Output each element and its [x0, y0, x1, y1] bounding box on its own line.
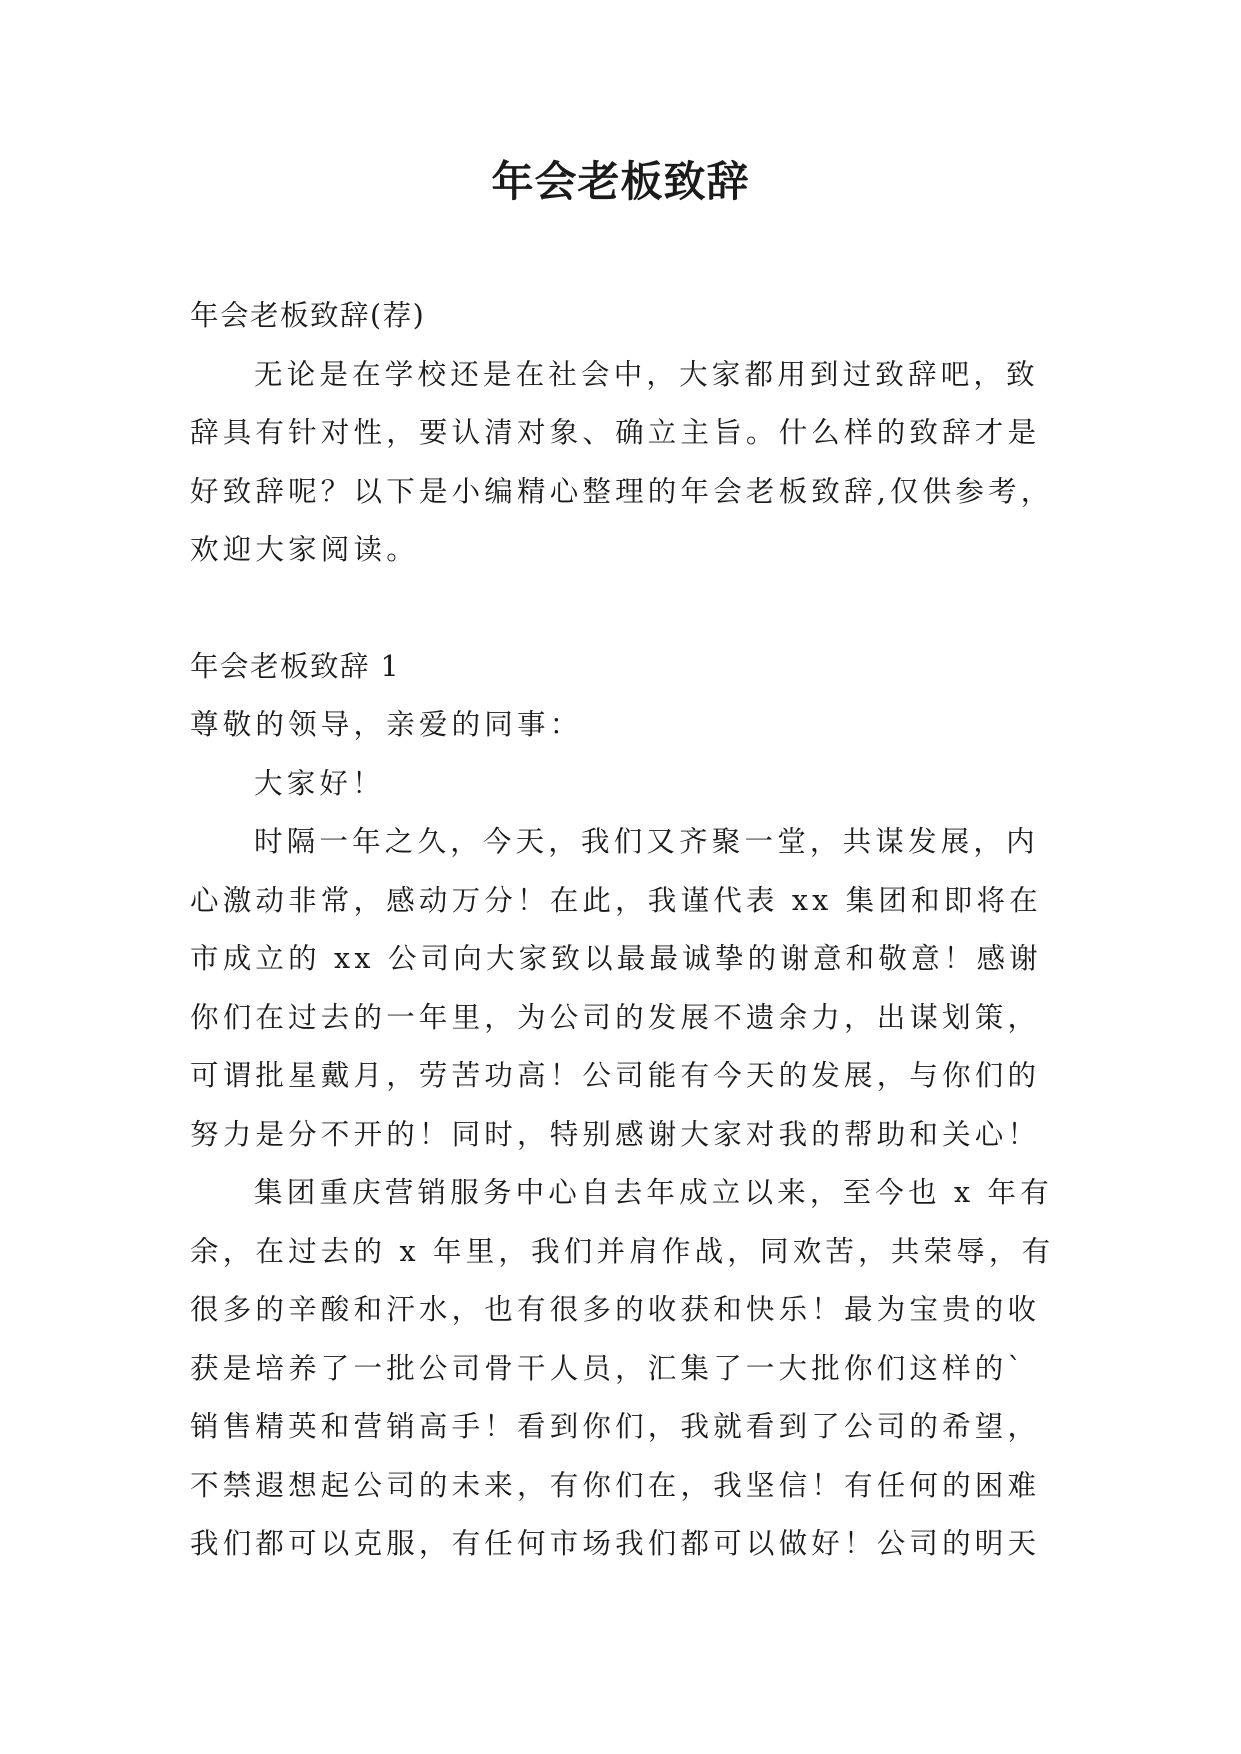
- paragraph-line: 心激动非常，感动万分！在此，我谨代表 xx 集团和即将在: [190, 883, 1042, 917]
- paragraph-line: 我们都可以克服，有任何市场我们都可以做好！公司的明天: [190, 1527, 1041, 1560]
- body-paragraph-1: [190, 813, 1050, 1164]
- paragraph-line: 很多的辛酸和汗水，也有很多的收获和快乐！最为宝贵的收: [190, 1293, 1041, 1326]
- salutation: 尊敬的领导，亲爱的同事：: [190, 708, 583, 741]
- paragraph-spacer: [190, 580, 1050, 638]
- intro-line: 好致辞呢？以下是小编精心整理的年会老板致辞,仅供参考，: [190, 474, 1054, 508]
- section-heading: 年会老板致辞 1: [190, 649, 401, 683]
- intro-line: 欢迎大家阅读。: [190, 533, 419, 566]
- paragraph-line: 不禁遐想起公司的未来，有你们在，我坚信！有任何的困难: [190, 1468, 1041, 1502]
- paragraph-line: 获是培养了一批公司骨干人员，汇集了一大批你们这样的`: [190, 1351, 1026, 1385]
- document-subtitle: 年会老板致辞(荐): [190, 299, 426, 332]
- paragraph-line: 可谓批星戴月，劳苦功高！公司能有今天的发展，与你们的: [190, 1059, 1041, 1092]
- paragraph-line: 销售精英和营销高手！看到你们，我就看到了公司的希望，: [190, 1410, 1041, 1443]
- intro-line: 辞具有针对性，要认清对象、确立主旨。什么样的致辞才是: [190, 416, 1041, 449]
- body-paragraph-2: [190, 1164, 1055, 1574]
- intro-line: 无论是在学校还是在社会中，大家都用到过致辞吧，致: [254, 357, 1039, 391]
- paragraph-line: 集团重庆营销服务中心自去年成立以来，至今也 x 年有: [254, 1176, 1053, 1209]
- intro-paragraph: [190, 346, 1054, 580]
- paragraph-line: 时隔一年之久，今天，我们又齐聚一堂，共谋发展，内: [254, 825, 1039, 858]
- paragraph-line: 努力是分不开的！同时，特别感谢大家对我的帮助和关心！: [190, 1117, 1041, 1151]
- paragraph-line: 市成立的 xx 公司向大家致以最最诚挚的谢意和敬意！感谢: [190, 942, 1042, 975]
- greeting: 大家好！: [254, 766, 385, 800]
- paragraph-line: 你们在过去的一年里，为公司的发展不遗余力，出谋划策，: [190, 1000, 1041, 1034]
- document-title: 年会老板致辞: [491, 157, 750, 206]
- paragraph-line: 余，在过去的 x 年里，我们并肩作战，同欢苦，共荣辱，有: [190, 1234, 1055, 1268]
- document-body: [190, 287, 1055, 1574]
